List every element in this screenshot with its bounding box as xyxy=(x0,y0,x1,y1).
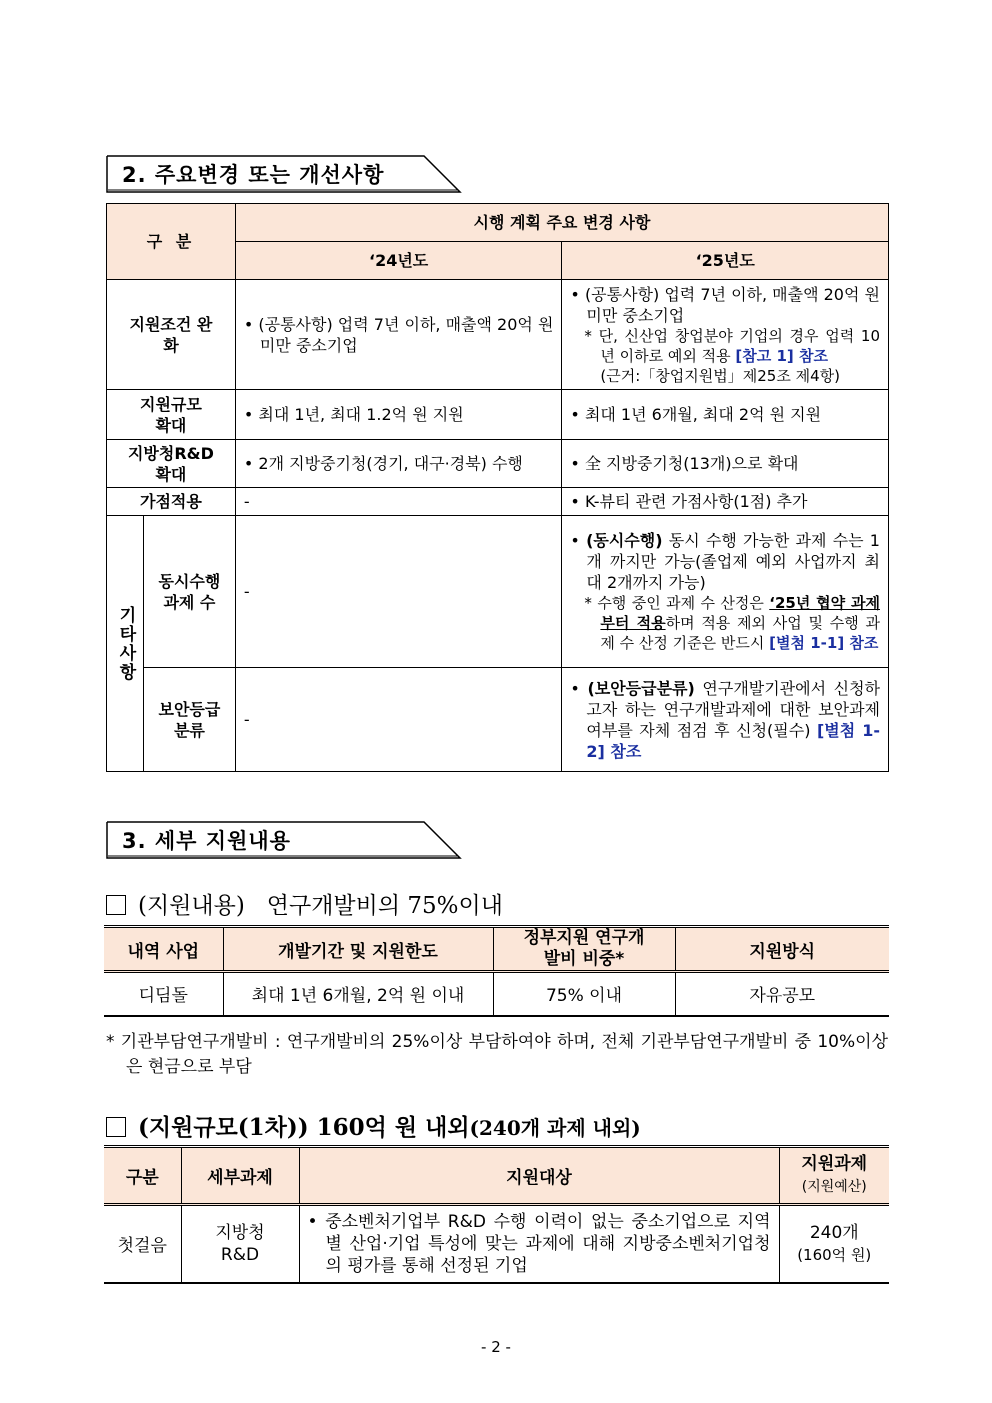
table-row: 보안등급 분류 - • (보안등급분류) 연구개발기관에서 신청하고자 하는 연구개발과제에 대한 보안과제 여부를 자체 점검 후 신청(필수) [별첨 1-2] 참조 xyxy=(107,668,889,772)
cell-text: 2개 지방중기청(경기, 대구·경북) 수행 xyxy=(258,454,523,473)
footnote: * 기관부담연구개발비 : 연구개발비의 25%이상 부담하여야 하며, 전체 기관부담연구개발비 중 10%이상은 현금으로 부담 xyxy=(106,1032,888,1077)
row-label: 지원규모 확대 xyxy=(107,390,236,440)
etc-label: 기타사항 xyxy=(107,516,144,772)
cell-text: - xyxy=(235,488,562,516)
cell-text: K-뷰티 관련 가점사항(1점) 추가 xyxy=(584,492,808,511)
table-row: 기타사항 동시수행 과제 수 - • (동시수행) 동시 수행 가능한 과제 수는 1개 까지만 가능(졸업제 예외 사업까지 최대 2개까지 가능) * 수행 중인 과제 수 산정은 ‘25년 협약 과제부터 적용하며 적용 제외 사업 및 수행 과제 수 산정 기준은 반드시 [별첨 1-1] 참조 xyxy=(107,516,889,668)
header-main: 시행 계획 주요 변경 사항 xyxy=(235,204,888,242)
checkbox-icon xyxy=(106,1117,126,1137)
note-emphasis: ‘25년 협약 과제부터 적용 xyxy=(600,594,880,632)
row-label: 지방청R&D 확대 xyxy=(107,440,236,488)
cell: 240개 xyxy=(809,1222,859,1243)
col-header: 내역 사업 xyxy=(104,927,223,972)
cell: (160억 원) xyxy=(797,1245,872,1264)
cell: 디딤돌 xyxy=(104,972,223,1016)
col-header: 지원과제 xyxy=(801,1154,868,1174)
support-table xyxy=(104,925,889,1017)
table-row xyxy=(104,972,889,1016)
cell: 지방청 R&D xyxy=(181,1205,299,1283)
scale-table xyxy=(104,1145,889,1284)
changes-table xyxy=(106,203,889,772)
header-24: ‘24년도 xyxy=(235,242,562,280)
cell: 최대 1년 6개월, 2억 원 이내 xyxy=(223,972,493,1016)
cell-text: 연구개발기관에서 신청하고자 하는 연구개발과제에 대한 보안과제 여부를 자체 점검 후 신청(필수) xyxy=(586,678,881,740)
cell-text: 중소벤처기업부 R&D 수행 이력이 없는 중소기업으로 지역별 산업·기업 특성에 맞는 과제에 대해 지방중소벤처기업청의 평가를 통해 선정된 기업 xyxy=(325,1211,771,1276)
cell-text: 全 지방중기청(13개)으로 확대 xyxy=(584,454,799,473)
cell-text: - xyxy=(235,516,562,668)
section2-title: 2. 주요변경 또는 개선사항 xyxy=(122,163,385,187)
cell-text: - xyxy=(235,668,562,772)
support-scale-label: (지원규모(1차)) xyxy=(138,1114,309,1141)
cell-text: 동시 수행 가능한 과제 수는 1개 까지만 가능(졸업제 예외 사업까지 최대 2개까지 가능) xyxy=(586,531,880,592)
note-text: * 단, 신산업 창업분야 기업의 경우 업력 10년 이하로 예외 적용 xyxy=(584,326,880,365)
note-text: (근거:「창업지원법」제25조 제4항) xyxy=(600,366,840,385)
bold-lead: (보안등급분류) xyxy=(587,678,695,698)
table-row: 지방청R&D 확대 • 2개 지방중기청(경기, 대구·경북) 수행 • 全 지방중기청(13개)으로 확대 xyxy=(107,440,889,488)
col-header: 지원대상 xyxy=(299,1147,779,1205)
page-number: - 2 - xyxy=(481,1338,511,1356)
cell-text: 최대 1년, 최대 1.2억 원 지원 xyxy=(258,405,464,424)
table-row: 첫걸음 지방청 R&D • 중소벤처기업부 R&D 수행 이력이 없는 중소기업으로 지역별 산업·기업 특성에 맞는 과제에 대해 지방중소벤처기업청의 평가를 통해 선정된 기업 240개 (160억 원) xyxy=(104,1205,889,1283)
ref-link: [별첨 1-2] 참조 xyxy=(586,720,880,761)
header-25: ‘25년도 xyxy=(562,242,889,280)
col-header: 정부지원 연구개발비 비중* xyxy=(493,927,675,972)
table-row: 지원규모 확대 • 최대 1년, 최대 1.2억 원 지원 • 최대 1년 6개월, 최대 2억 원 지원 xyxy=(107,390,889,440)
ref-link: [참고 1] 참조 xyxy=(735,346,828,365)
note-text: * 수행 중인 과제 수 산정은 xyxy=(584,594,770,612)
table-row: 지원조건 완화 • (공통사항) 업력 7년 이하, 매출액 20억 원 미만 중소기업 • (공통사항) 업력 7년 이하, 매출액 20억 원 미만 중소기업 * 단, 신산업 창업분야 기업의 경우 업력 10년 이하로 예외 적용 [참고 1] 참조 (근거:「창업지원법」제25조 제4항) xyxy=(107,280,889,390)
row-label: 지원조건 완화 xyxy=(107,280,236,390)
support-content-item xyxy=(106,887,503,920)
ref-link: [별첨 1-1] 참조 xyxy=(769,634,879,652)
section3-title: 3. 세부 지원내용 xyxy=(122,829,291,853)
support-content-label: (지원내용) xyxy=(138,893,245,919)
note-text: 하며 적용 제외 사업 및 수행 과제 수 산정 기준은 반드시 xyxy=(600,614,880,652)
col-header: 구분 xyxy=(104,1147,181,1205)
bold-lead: (동시수행) xyxy=(586,531,663,550)
cell-text: 최대 1년 6개월, 최대 2억 원 지원 xyxy=(584,405,822,424)
cell-text: (공통사항) 업력 7년 이하, 매출액 20억 원 미만 중소기업 xyxy=(584,284,880,325)
cell: 첫걸음 xyxy=(104,1205,181,1283)
checkbox-icon xyxy=(106,895,126,915)
cell-text: (공통사항) 업력 7년 이하, 매출액 20억 원 미만 중소기업 xyxy=(258,314,554,355)
col-header: 세부과제 xyxy=(181,1147,299,1205)
row-label: 가점적용 xyxy=(107,488,236,516)
cell: 75% 이내 xyxy=(493,972,675,1016)
cell: 자유공모 xyxy=(675,972,889,1016)
row-label: 동시수행 과제 수 xyxy=(143,516,235,668)
col-header: 개발기간 및 지원한도 xyxy=(223,927,493,972)
support-scale-text: 160억 원 내외 xyxy=(316,1114,470,1141)
table-row: 가점적용 - • K-뷰티 관련 가점사항(1점) 추가 xyxy=(107,488,889,516)
support-scale-sub: (240개 과제 내외) xyxy=(469,1116,641,1140)
header-gubun: 구 분 xyxy=(107,204,236,280)
col-subheader: (지원예산) xyxy=(801,1179,867,1195)
support-content-text: 연구개발비의 75%이내 xyxy=(266,893,503,919)
col-header: 지원방식 xyxy=(675,927,889,972)
row-label: 보안등급 분류 xyxy=(143,668,235,772)
support-scale-item xyxy=(106,1109,641,1142)
